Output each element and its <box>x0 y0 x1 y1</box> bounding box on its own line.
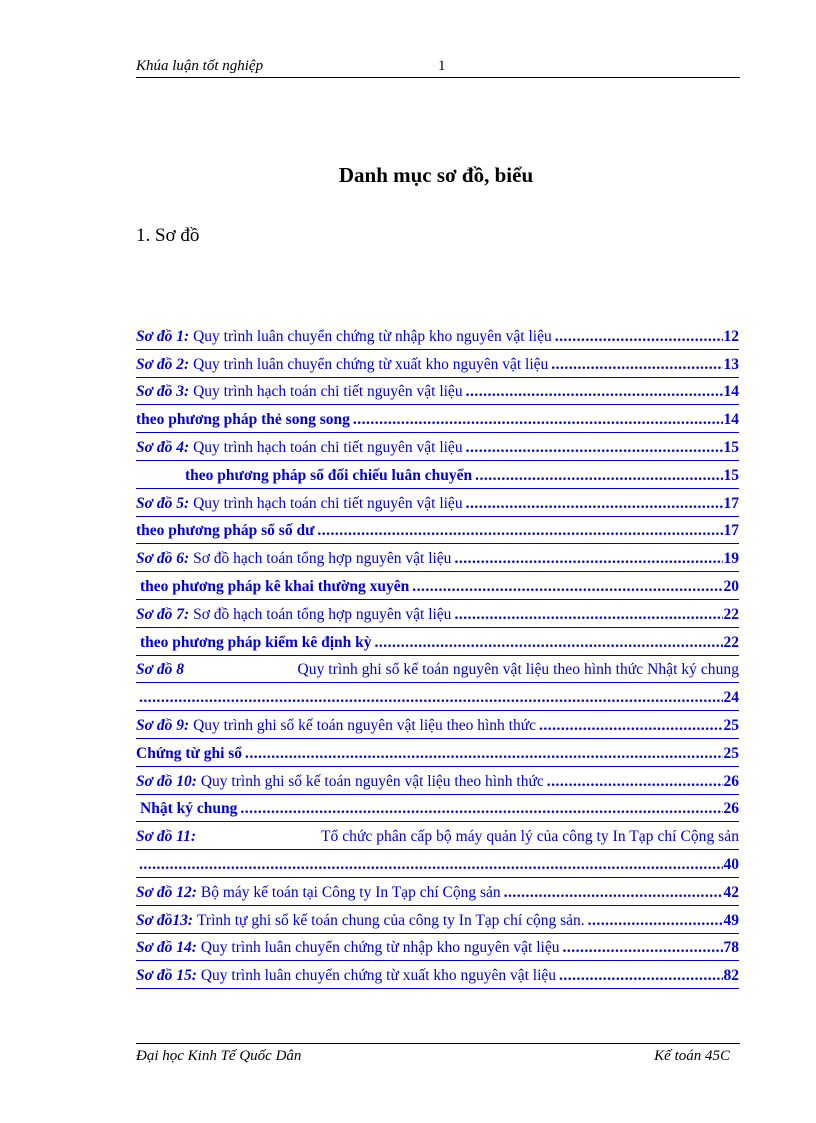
toc-dot-leader <box>501 881 723 905</box>
toc-entry-text: Sơ đồ hạch toán tổng hợp nguyên vật liệu <box>193 605 452 623</box>
page-footer <box>136 1043 740 1064</box>
toc-entry-text: theo phương pháp sổ đối chiếu luân chuyển <box>185 466 473 484</box>
toc-entry-10[interactable] <box>136 767 739 795</box>
document-title: Danh mục sơ đồ, biểu <box>338 163 534 187</box>
toc-entry-3-cont[interactable] <box>136 405 739 433</box>
toc-entry-13[interactable] <box>136 906 739 934</box>
toc-dot-leader <box>559 936 722 960</box>
toc-dot-leader <box>544 770 723 794</box>
toc-entry-10-cont[interactable] <box>136 795 739 823</box>
toc-entry-page: 78 <box>723 939 739 957</box>
toc-entry-4[interactable] <box>136 433 739 461</box>
toc-entry-text: Quy trình ghi sổ kế toán nguyên vật liệu theo hình thức <box>200 772 544 790</box>
toc-entry-8[interactable] <box>136 656 739 684</box>
toc-entry-page: 22 <box>723 605 739 623</box>
toc-entry-page: 15 <box>723 466 739 484</box>
toc-entry-text: Quy trình luân chuyển chứng từ xuất kho nguyên vật liệu <box>200 967 557 985</box>
toc-dot-leader <box>242 742 722 766</box>
toc-dot-leader <box>552 325 723 349</box>
toc-entry-text: Quy trình hạch toán chi tiết nguyên vật liệu <box>193 383 463 401</box>
toc-entry-page: 22 <box>723 633 739 651</box>
toc-dot-leader <box>451 603 722 627</box>
toc-entry-text: theo phương pháp kiểm kê định kỳ <box>140 633 372 651</box>
toc-entry-11[interactable] <box>136 822 739 850</box>
header-title: Khúa luận tốt nghiệp <box>136 58 264 74</box>
toc-entry-text: Quy trình luân chuyển chứng từ nhập kho nguyên vật liệu <box>193 327 552 345</box>
toc-entry-page: 17 <box>723 522 739 540</box>
toc-entry-5[interactable] <box>136 489 739 517</box>
toc-entry-label: Sơ đồ 6: <box>136 550 190 568</box>
toc-dot-leader <box>136 853 723 877</box>
header-page-number: 1 <box>438 58 446 74</box>
footer-university: Đại học Kinh Tế Quốc Dân <box>136 1048 302 1064</box>
toc-entry-7-cont[interactable] <box>136 628 739 656</box>
toc-entry-label: Sơ đồ13: <box>136 911 193 929</box>
toc-entry-text: Bộ máy kế toán tại Công ty In Tạp chí Cộng sản <box>200 883 501 901</box>
toc-entry-9[interactable] <box>136 711 739 739</box>
toc-entry-15[interactable] <box>136 961 739 989</box>
toc-entry-text: Quy trình hạch toán chi tiết nguyên vật liệu <box>193 438 463 456</box>
toc-entry-page: 13 <box>723 355 739 373</box>
toc-dot-leader <box>556 964 722 988</box>
toc-entry-9-cont[interactable] <box>136 739 739 767</box>
toc-dot-leader <box>472 464 722 488</box>
toc-entry-label: Sơ đồ 12: <box>136 883 197 901</box>
section-heading: 1. Sơ đồ <box>136 225 200 246</box>
toc-entry-page: 12 <box>723 327 739 345</box>
toc-entry-page: 82 <box>723 967 739 985</box>
toc-entry-label: Sơ đồ 11: <box>136 828 196 846</box>
toc-entry-7[interactable] <box>136 600 739 628</box>
footer-class: Kế toán 45C <box>654 1048 730 1064</box>
toc-entry-label: Sơ đồ 9: <box>136 716 190 734</box>
toc-dot-leader <box>314 519 722 543</box>
toc-entry-6-cont[interactable] <box>136 572 739 600</box>
toc-entry-label: Sơ đồ 8 <box>136 661 184 679</box>
toc-entry-11-cont[interactable] <box>136 850 739 878</box>
toc-entry-page: 14 <box>723 383 739 401</box>
toc-entry-text: Quy trình ghi sổ kế toán nguyên vật liệu theo hình thức <box>193 716 536 734</box>
toc-entry-label: Sơ đồ 4: <box>136 438 190 456</box>
toc-entry-page: 19 <box>723 550 739 568</box>
toc-entry-3[interactable] <box>136 378 739 406</box>
toc-dot-leader <box>536 714 723 738</box>
toc-entry-2[interactable] <box>136 350 739 378</box>
toc-dot-leader <box>237 797 722 821</box>
diagram-list <box>136 322 739 989</box>
toc-entry-8-cont[interactable] <box>136 683 739 711</box>
toc-entry-page: 17 <box>723 494 739 512</box>
toc-entry-page: 25 <box>723 716 739 734</box>
toc-entry-4-cont[interactable] <box>136 461 739 489</box>
toc-entry-label: Sơ đồ 5: <box>136 494 190 512</box>
toc-entry-label: Sơ đồ 3: <box>136 383 190 401</box>
toc-entry-text: Quy trình hạch toán chi tiết nguyên vật liệu <box>193 494 463 512</box>
toc-entry-page: 24 <box>723 689 739 707</box>
toc-entry-page: 25 <box>723 744 739 762</box>
toc-entry-page: 20 <box>723 577 739 595</box>
toc-entry-text: theo phương pháp thẻ song song <box>136 411 350 429</box>
toc-entry-text: Trình tự ghi sổ kế toán chung của công ty In Tạp chí cộng sản. <box>196 911 585 929</box>
toc-entry-label: Sơ đồ 1: <box>136 327 190 345</box>
toc-entry-page: 40 <box>723 855 739 873</box>
toc-dot-leader <box>585 909 723 933</box>
toc-entry-text: Tổ chức phân cấp bộ máy quản lý của công ty In Tạp chí Cộng sản <box>320 828 739 846</box>
toc-dot-leader <box>409 575 722 599</box>
toc-dot-leader <box>451 547 722 571</box>
toc-dot-leader <box>463 380 723 404</box>
toc-entry-label: Sơ đồ 14: <box>136 939 197 957</box>
toc-entry-page: 42 <box>723 883 739 901</box>
toc-entry-page: 49 <box>723 911 739 929</box>
toc-dot-leader <box>548 353 722 377</box>
toc-entry-text: theo phương pháp sổ số dư <box>136 522 315 540</box>
toc-entry-14[interactable] <box>136 934 739 962</box>
toc-entry-12[interactable] <box>136 878 739 906</box>
toc-entry-text: Nhật ký chung <box>140 800 238 818</box>
toc-entry-1[interactable] <box>136 322 739 350</box>
toc-entry-6[interactable] <box>136 544 739 572</box>
toc-dot-leader <box>463 436 723 460</box>
toc-entry-5-cont[interactable] <box>136 517 739 545</box>
toc-entry-label: Sơ đồ 2: <box>136 355 190 373</box>
toc-entry-text: theo phương pháp kê khai thường xuyên <box>140 577 410 595</box>
page-header <box>136 57 740 78</box>
toc-entry-text: Quy trình luân chuyển chứng từ nhập kho nguyên vật liệu <box>200 939 560 957</box>
toc-entry-label: Sơ đồ 10: <box>136 772 197 790</box>
toc-entry-page: 26 <box>723 800 739 818</box>
toc-entry-text: Chứng từ ghi sổ <box>136 744 243 762</box>
toc-entry-label: Sơ đồ 15: <box>136 967 197 985</box>
toc-entry-text: Quy trình luân chuyển chứng từ xuất kho nguyên vật liệu <box>193 355 549 373</box>
toc-entry-page: 15 <box>723 438 739 456</box>
toc-dot-leader <box>136 686 723 710</box>
toc-dot-leader <box>372 631 723 655</box>
toc-entry-text: Quy trình ghi sổ kế toán nguyên vật liệu theo hình thức Nhật ký chung <box>297 661 739 679</box>
toc-dot-leader <box>463 492 723 516</box>
toc-dot-leader <box>350 408 723 432</box>
toc-entry-text: Sơ đồ hạch toán tổng hợp nguyên vật liệu <box>193 550 452 568</box>
toc-entry-page: 14 <box>723 411 739 429</box>
toc-entry-page: 26 <box>723 772 739 790</box>
toc-entry-label: Sơ đồ 7: <box>136 605 190 623</box>
